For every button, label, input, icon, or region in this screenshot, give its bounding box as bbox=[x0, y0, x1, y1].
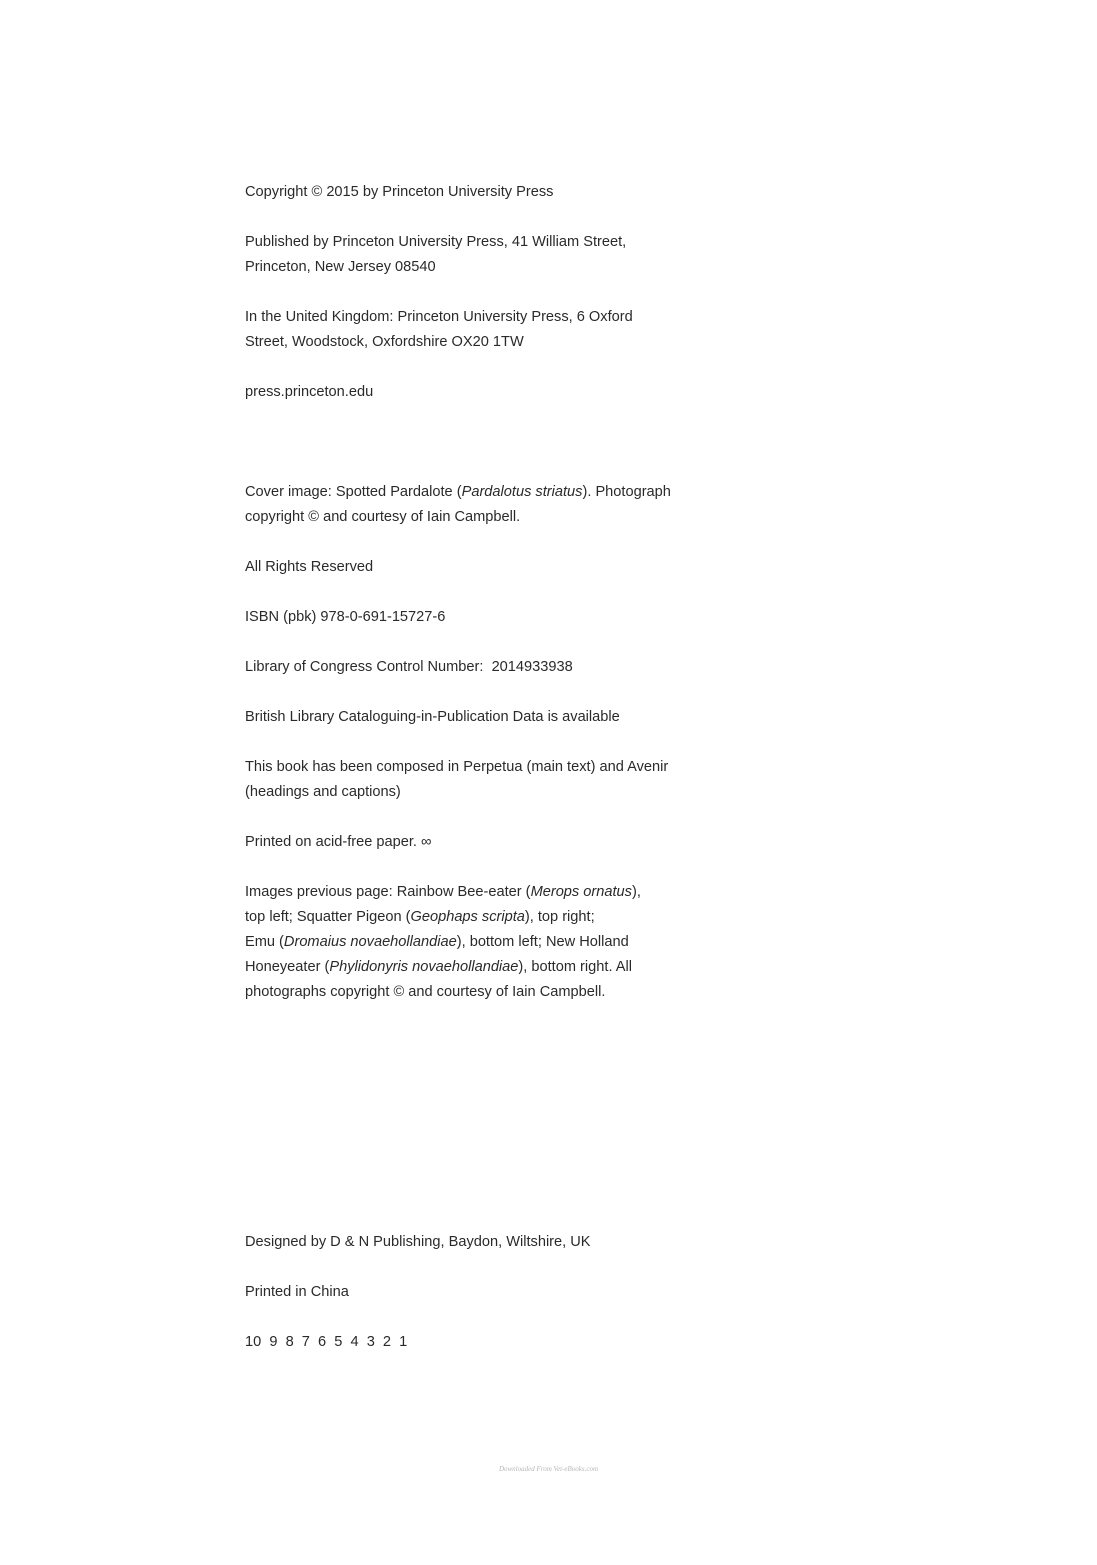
cover-credit-prefix: Cover image: Spotted Pardalote ( bbox=[245, 484, 462, 500]
paper-statement: Printed on acid-free paper. ∞ bbox=[245, 834, 432, 850]
cover-image-credit bbox=[245, 480, 685, 530]
design-credit: Designed by D & N Publishing, Baydon, Wiltshire, UK bbox=[245, 1234, 591, 1250]
credit-l3-prefix: Emu ( bbox=[245, 934, 284, 950]
credit-l5: photographs copyright © and courtesy of Iain Campbell. bbox=[245, 984, 606, 1000]
publisher-address-line-1: Published by Princeton University Press, 41 William Street, bbox=[245, 234, 627, 250]
credit-l1-suffix: ), bbox=[631, 884, 641, 900]
website-url: press.princeton.edu bbox=[245, 384, 374, 400]
publisher-address-line-2: Princeton, New Jersey 08540 bbox=[245, 259, 436, 275]
uk-address bbox=[245, 305, 685, 355]
rights-statement: All Rights Reserved bbox=[245, 559, 374, 575]
british-library-statement: British Library Cataloguing-in-Publication Data is available bbox=[245, 709, 620, 725]
credit-l4-suffix: ), bottom right. All bbox=[518, 959, 632, 975]
credit-l4-species: Phylidonyris novaehollandiae bbox=[329, 959, 519, 975]
watermark-text: Downloaded From Vet-eBooks.com bbox=[498, 1465, 599, 1473]
publisher-address bbox=[245, 230, 685, 280]
printer-key-line: 10 9 8 7 6 5 4 3 2 1 bbox=[245, 1334, 408, 1350]
previous-page-image-credits bbox=[245, 880, 685, 1005]
typeface-line-1: This book has been composed in Perpetua (main text) and Avenir bbox=[245, 759, 669, 775]
credit-l3-suffix: ), bottom left; New Holland bbox=[456, 934, 629, 950]
credit-l2-suffix: ), top right; bbox=[524, 909, 595, 925]
typeface-line-2: (headings and captions) bbox=[245, 784, 401, 800]
credit-l2-prefix: top left; Squatter Pigeon ( bbox=[245, 909, 411, 925]
credit-l3-species: Dromaius novaehollandiae bbox=[283, 934, 457, 950]
isbn: ISBN (pbk) 978-0-691-15727-6 bbox=[245, 609, 446, 625]
credit-l4-prefix: Honeyeater ( bbox=[245, 959, 330, 975]
typeface-statement bbox=[245, 755, 685, 805]
cover-credit-species: Pardalotus striatus bbox=[461, 484, 583, 500]
uk-address-line-1: In the United Kingdom: Princeton University Press, 6 Oxford bbox=[245, 309, 633, 325]
cover-credit-line-2: copyright © and courtesy of Iain Campbell. bbox=[245, 509, 521, 525]
credit-l2-species: Geophaps scripta bbox=[410, 909, 525, 925]
copyright-notice: Copyright © 2015 by Princeton University Press bbox=[245, 184, 554, 200]
credit-l1-prefix: Images previous page: Rainbow Bee-eater ( bbox=[245, 884, 531, 900]
credit-l1-species: Merops ornatus bbox=[530, 884, 632, 900]
country-of-printing: Printed in China bbox=[245, 1284, 349, 1300]
uk-address-line-2: Street, Woodstock, Oxfordshire OX20 1TW bbox=[245, 334, 524, 350]
cover-credit-suffix: ). Photograph bbox=[582, 484, 671, 500]
loc-control-number: Library of Congress Control Number: 2014933938 bbox=[245, 659, 573, 675]
